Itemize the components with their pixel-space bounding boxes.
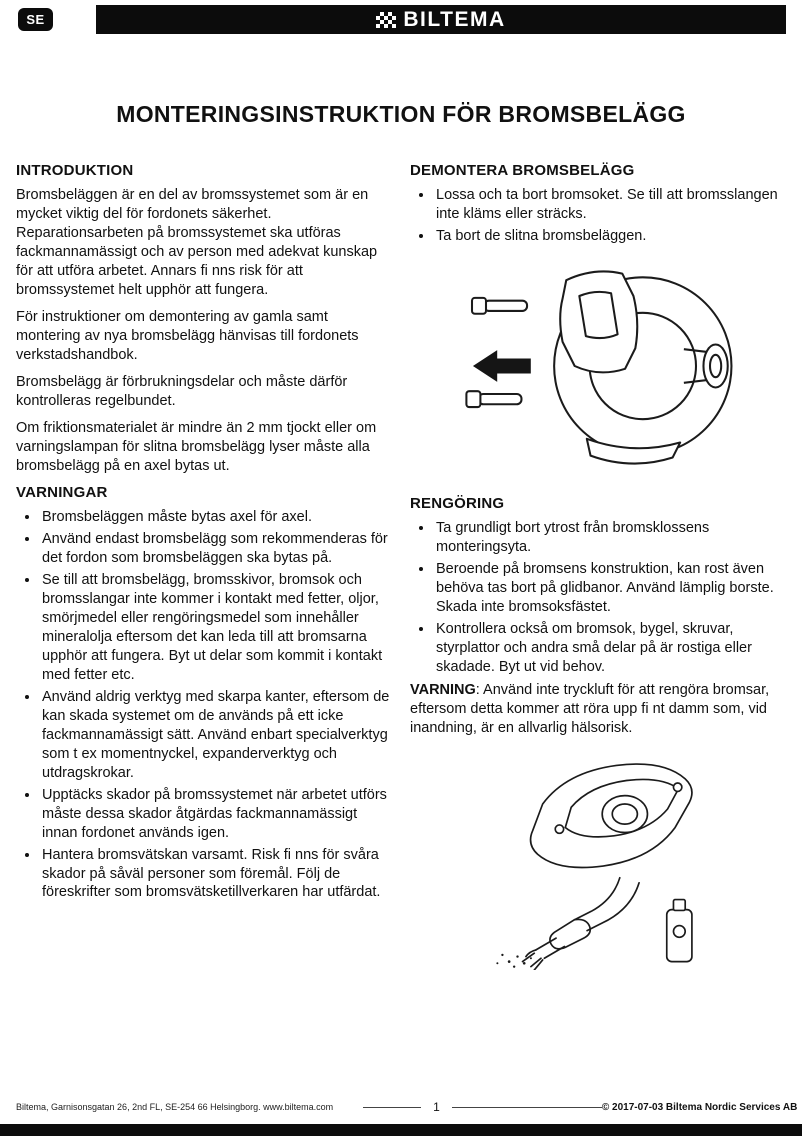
section-removal (410, 162, 786, 483)
compressed-air-warning (410, 681, 786, 738)
country-code-badge: SE (18, 8, 53, 31)
list-item: • Hantera bromsvätskan varsamt. Risk fi nns för svåra skador på såväl personer som föremål. Följ de föreskrifter som bromsvätsketillverkaren har utfärdat. (40, 846, 390, 903)
list-item: • Kontrollera också om bromsok, bygel, skruvar, styrplattor och andra små delar på är rostiga eller skadade. Byt ut vid behov. (434, 620, 786, 677)
warnings-heading: VARNINGAR (16, 483, 108, 501)
removal-list (410, 186, 786, 246)
footer-rule-right (452, 1107, 602, 1108)
list-item: • Beroende på bromsens konstruktion, kan rost även behöva tas bort på glidbanor. Använd lämplig borste. Skada inte bromsoksfästet. (434, 560, 786, 617)
brake-removal-illustration (410, 254, 786, 483)
biltema-logo (376, 8, 505, 32)
intro-paragraph: Bromsbelägg är förbrukningsdelar och måste därför kontrolleras regelbundet. (16, 373, 348, 409)
page-title: MONTERINGSINSTRUKTION FÖR BROMSBELÄGG (116, 101, 686, 128)
section-warnings (16, 484, 390, 903)
introduction-heading: INTRODUKTION (16, 162, 134, 179)
list-item: • Använd aldrig verktyg med skarpa kanter, eftersom de kan skada systemet om de används på ett icke fackmannamässigt sätt. Använd enbart specialverktyg som t ex momentnyckel, expanderverktyg och utdragskrokar. (40, 688, 390, 783)
brand-logo-text: BILTEMA (403, 7, 506, 31)
intro-paragraph: För instruktioner om demontering av gamla samt montering av nya bromsbelägg hänvisas till fordonets verkstadshandbok. (16, 308, 359, 363)
bottom-bar (0, 1124, 802, 1136)
list-item: • Se till att bromsbelägg, bromsskivor, bromsok och bromsslangar inte kommer i kontakt med fetter, oljor, smörjmedel eller rengöringsmedel som innehåller mineralolja eftersom det kan leda till att bromsarna upphör att fungera. Byt ut delar som kommit i kontakt med fetter etc. (40, 571, 390, 685)
list-item: • Ta bort de slitna bromsbeläggen. (434, 227, 786, 246)
list-item: • Bromsbeläggen måste bytas axel för axel. (40, 508, 390, 527)
page-footer (16, 1100, 798, 1114)
warning-text: : Använd inte tryckluft för att rengöra bromsar, eftersom detta kommer att röra upp fi nt damm som, vid inandning, är en allvarlig hälsorisk. (410, 681, 770, 736)
right-column (410, 162, 786, 975)
warning-label: VARNING (410, 681, 476, 698)
intro-paragraph: Om friktionsmaterialet är mindre än 2 mm tjockt eller om varningslampan för slitna bromsbelägg lyser måste alla bromsbelägg på en axel bytas ut. (16, 419, 377, 474)
list-item: • Använd endast bromsbelägg som rekommenderas för det fordon som bromsbeläggen ska bytas på. (40, 530, 390, 568)
warnings-list (16, 508, 390, 903)
brake-cleaning-illustration (410, 752, 786, 975)
section-cleaning (410, 495, 786, 975)
left-column (16, 162, 390, 975)
footer-address: Biltema, Garnisonsgatan 26, 2nd FL, SE-254 66 Helsingborg. www.biltema.com (16, 1102, 334, 1112)
page-number: 1 (433, 1100, 440, 1114)
checkered-flag-icon (376, 12, 396, 28)
cleaning-list (410, 519, 786, 677)
list-item: • Ta grundligt bort ytrost från bromsklossens monteringsyta. (434, 519, 786, 557)
footer-rule-left (363, 1107, 421, 1108)
content-columns (16, 162, 786, 975)
list-item: • Upptäcks skador på bromssystemet när arbetet utförs måste dessa skador åtgärdas fackmannamässigt innan fordonet används igen. (40, 786, 390, 843)
intro-paragraph: Bromsbeläggen är en del av bromssystemet som är en mycket viktig del för fordonets säkerhet. Reparationsarbeten på bromssystemet ska utföras fackmannamässigt och av person med adekvat kunskap för att utföra arbetet. Annars fi nns risk för att bromssystemet helt upphör att fungera. (16, 187, 378, 298)
left-arrow-icon (473, 350, 531, 382)
brand-header-bar (96, 5, 786, 34)
removal-heading: DEMONTERA BROMSBELÄGG (410, 162, 635, 179)
list-item: • Lossa och ta bort bromsoket. Se till att bromsslangen inte kläms eller sträcks. (434, 186, 786, 224)
cleaning-heading: RENGÖRING (410, 494, 505, 512)
footer-copyright: © 2017-07-03 Biltema Nordic Services AB (601, 1101, 798, 1113)
section-introduction (16, 162, 390, 476)
